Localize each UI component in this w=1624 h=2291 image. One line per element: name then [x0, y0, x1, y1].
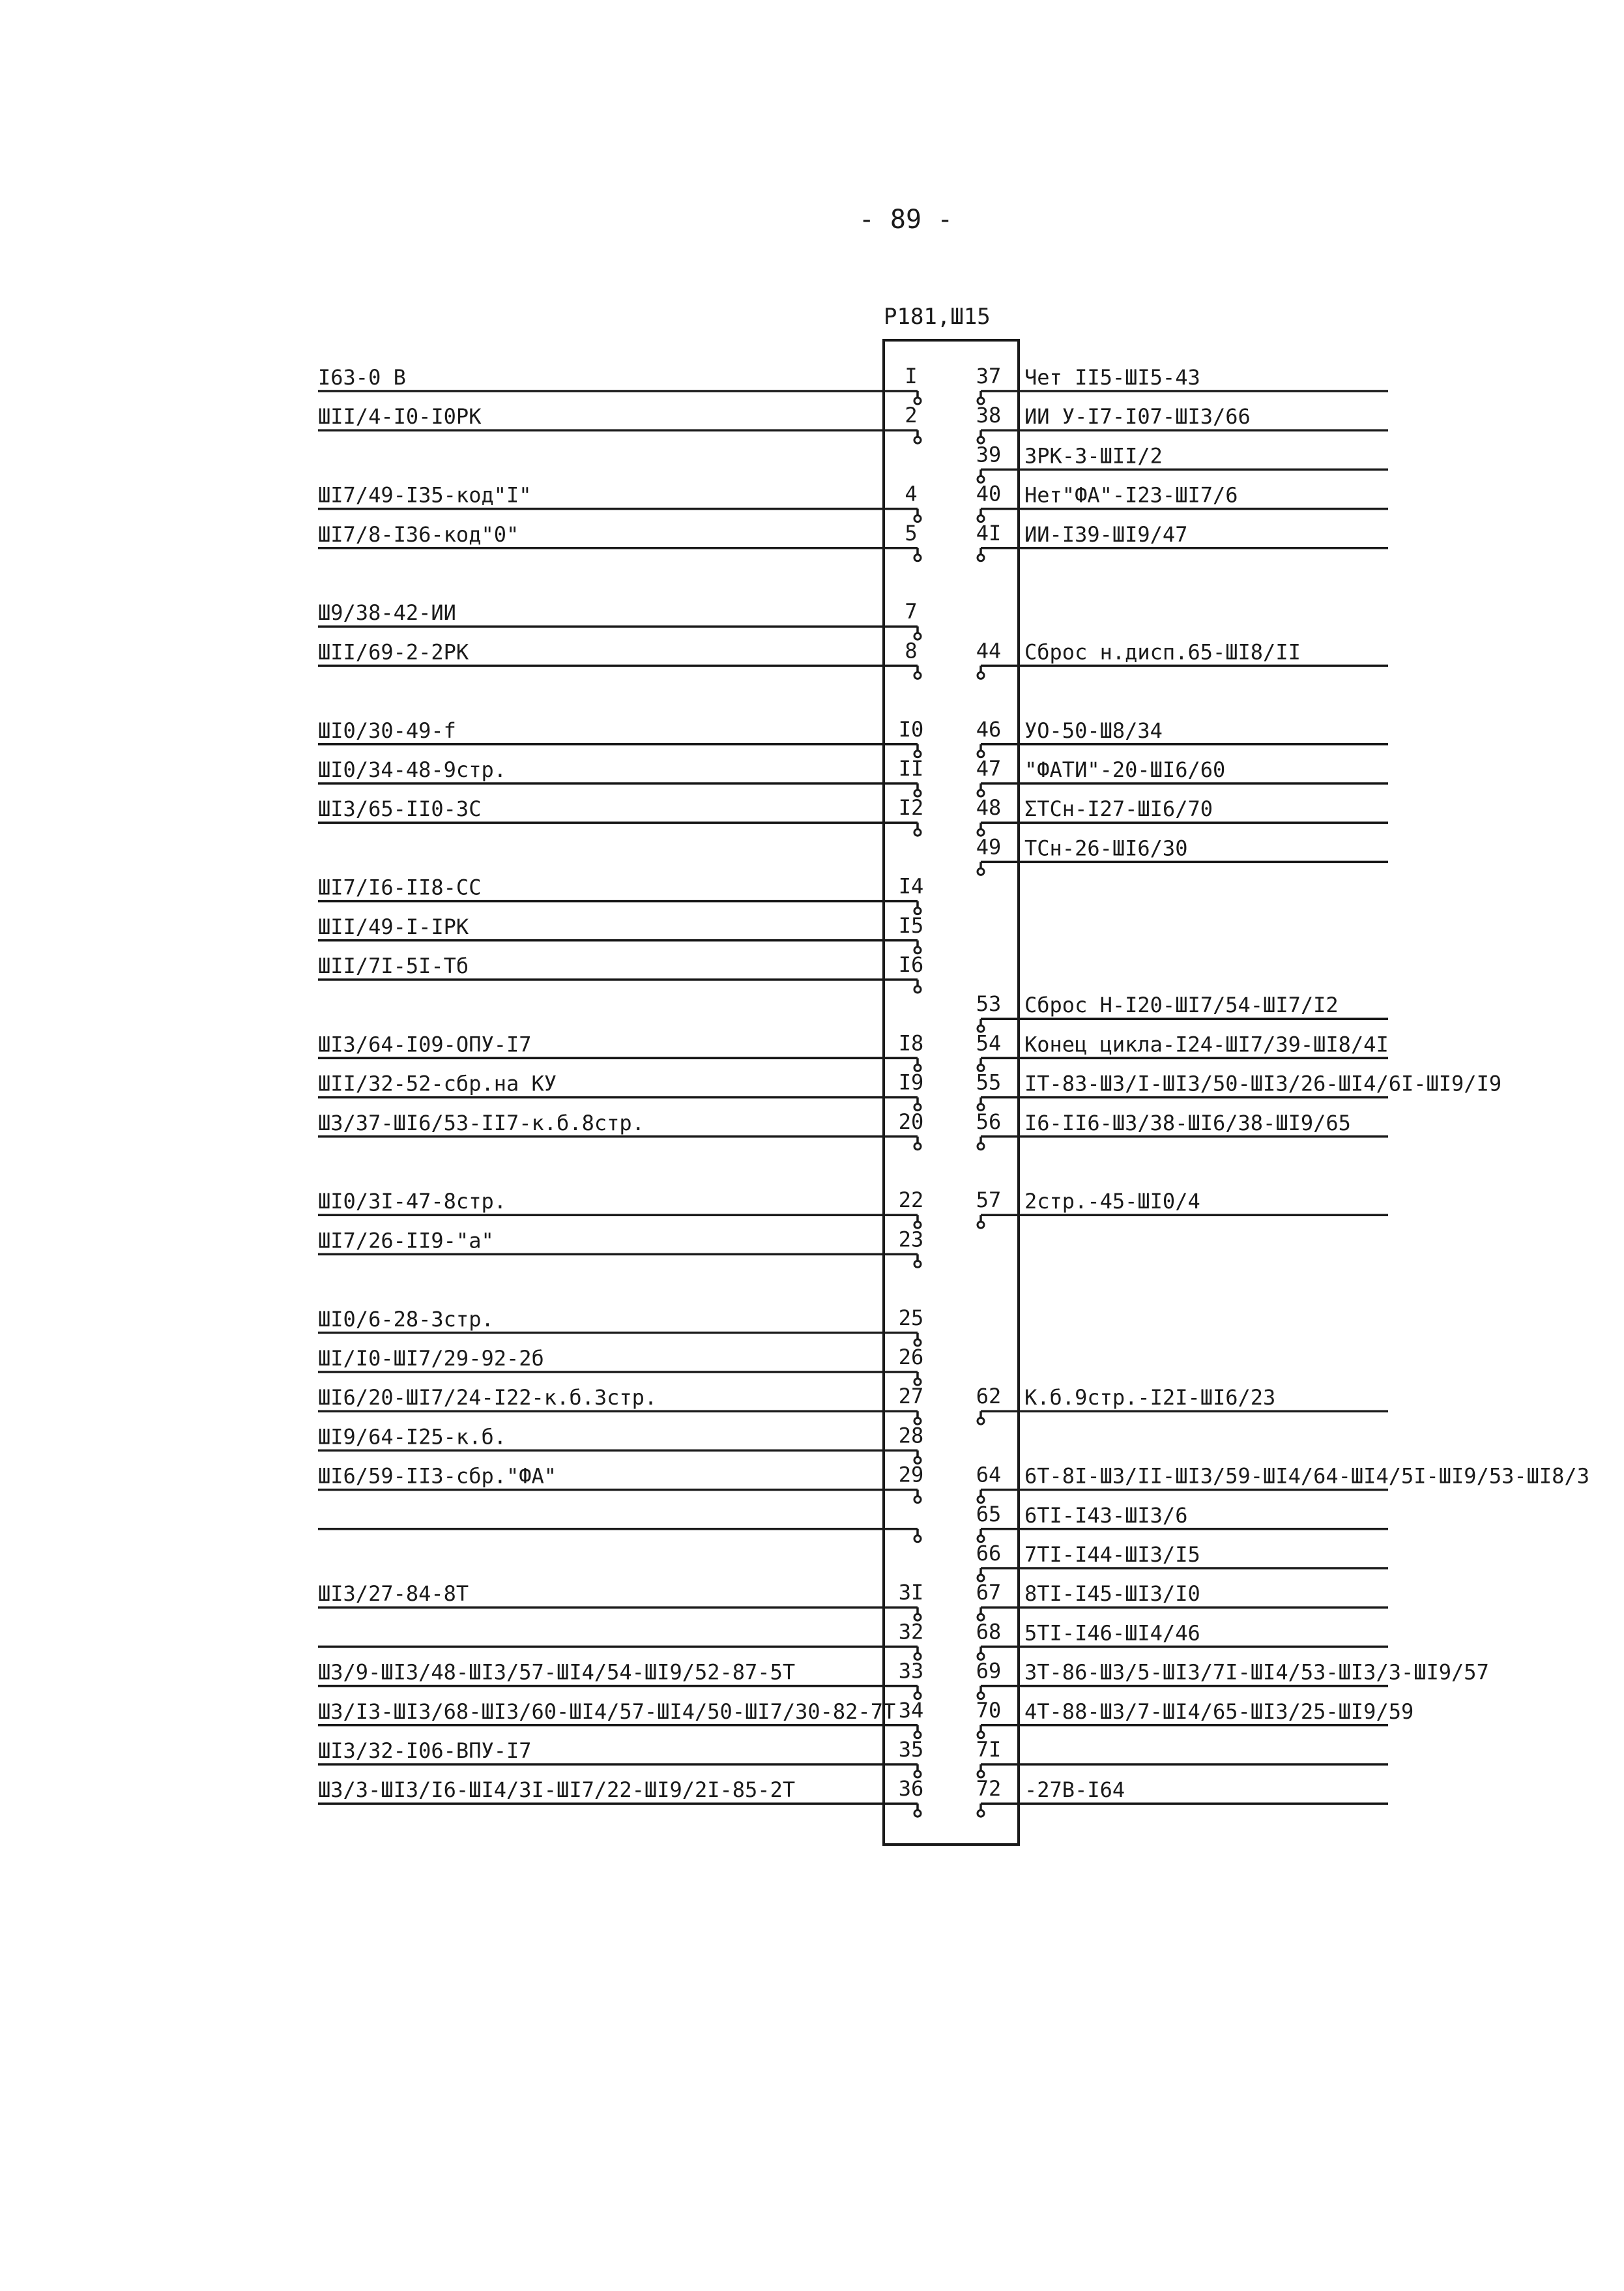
pin-number: 38 — [976, 403, 1002, 428]
pin-number: 5 — [905, 520, 918, 546]
wire-label: Конец цикла-I24-ШI7/39-ШI8/4I — [1024, 1032, 1389, 1057]
wire-label: ШI9/64-I25-к.б. — [318, 1424, 506, 1450]
page-number: - 89 - — [858, 205, 953, 235]
terminal-icon — [914, 672, 921, 679]
pin-number: I8 — [898, 1030, 924, 1056]
wire-label: 3Т-86-Ш3/5-ШI3/7I-ШI4/53-ШI3/3-ШI9/57 — [1024, 1659, 1489, 1685]
wire-label: ШI7/8-I36-код"0" — [318, 521, 519, 547]
left-pin-row — [318, 364, 921, 404]
wire-label: ШI7/26-II9-"а" — [318, 1228, 494, 1253]
left-pin-row — [318, 1384, 923, 1424]
right-pin-row — [976, 1737, 1388, 1777]
wire-label: 3РК-3-ШII/2 — [1024, 443, 1163, 469]
right-pin-row — [976, 1776, 1388, 1817]
pin-number: II — [898, 756, 924, 781]
right-pin-row — [976, 638, 1388, 679]
left-pin-row — [318, 717, 923, 757]
wire-label: ШI6/59-II3-сбр."ФА" — [318, 1463, 557, 1489]
pin-number: 26 — [898, 1345, 924, 1369]
connector-title: Р181,Ш15 — [884, 304, 991, 330]
wire-label: Чет II5-ШI5-43 — [1024, 365, 1200, 390]
right-pin-row — [976, 1463, 1589, 1503]
right-pin-row — [976, 1109, 1388, 1150]
left-pin-row — [318, 1227, 923, 1267]
pin-number: 65 — [976, 1501, 1002, 1526]
right-pin-row — [976, 521, 1388, 561]
left-pin-row — [318, 521, 921, 561]
wire-label: 6ТI-I43-ШI3/6 — [1024, 1502, 1188, 1528]
pin-number: 3I — [898, 1580, 924, 1605]
pin-number: 33 — [898, 1658, 924, 1684]
wire-label: IТ-83-Ш3/I-ШI3/50-ШI3/26-ШI4/6I-ШI9/I9 — [1024, 1071, 1502, 1096]
right-pin-row — [976, 834, 1388, 875]
left-pin-row — [318, 1188, 923, 1228]
pin-number: 64 — [976, 1462, 1002, 1487]
terminal-icon — [914, 1536, 921, 1542]
wire-label: Нет"ФА"-I23-ШI7/6 — [1024, 482, 1238, 508]
left-pin-row — [318, 1619, 923, 1659]
terminal-icon — [978, 672, 984, 679]
right-pin-row — [976, 1698, 1414, 1738]
pin-number: 37 — [976, 364, 1002, 388]
pin-number: 32 — [898, 1619, 924, 1644]
right-pin-group — [976, 364, 1589, 1817]
wire-label: ШI0/3I-47-8стр. — [318, 1189, 506, 1214]
pin-number: 27 — [898, 1384, 924, 1409]
pin-number: I — [905, 364, 918, 388]
left-pin-row — [318, 403, 921, 443]
right-pin-row — [976, 1070, 1501, 1111]
wire-label: Сброс Н-I20-ШI7/54-ШI7/I2 — [1024, 993, 1339, 1018]
right-pin-row — [976, 1619, 1388, 1659]
terminal-icon — [978, 1810, 984, 1817]
wire-label: ШI0/34-48-9стр. — [318, 757, 506, 782]
pin-number: 56 — [976, 1109, 1002, 1134]
right-pin-row — [976, 403, 1388, 443]
right-pin-row — [976, 756, 1388, 796]
pin-number: 34 — [898, 1697, 924, 1723]
wire-label: К.б.9стр.-I2I-ШI6/23 — [1024, 1385, 1276, 1410]
pin-number: 7 — [905, 599, 918, 624]
pin-number: 67 — [976, 1580, 1002, 1605]
pin-number: 66 — [976, 1541, 1002, 1566]
left-pin-row — [318, 1529, 921, 1542]
left-pin-row — [318, 1306, 923, 1346]
pin-number: 44 — [976, 638, 1002, 664]
wire-label: I63-0 В — [318, 365, 406, 390]
wire-label: ТСн-26-ШI6/30 — [1024, 836, 1188, 861]
wire-label: -27В-I64 — [1024, 1777, 1125, 1803]
wire-label: ШI3/64-I09-ОПУ-I7 — [318, 1032, 532, 1057]
pin-number: 40 — [976, 481, 1002, 506]
pin-number: 49 — [976, 834, 1002, 860]
pin-number: 62 — [976, 1384, 1002, 1409]
wire-label: 6Т-8I-Ш3/II-ШI3/59-ШI4/64-ШI4/5I-ШI9/53-ШI8/3 — [1024, 1463, 1589, 1489]
wire-label: Ш3/I3-ШI3/68-ШI3/60-ШI4/57-ШI4/50-ШI7/30-82-7Т — [318, 1699, 896, 1724]
left-pin-row — [318, 874, 923, 914]
wire-label: 5ТI-I46-ШI4/46 — [1024, 1620, 1200, 1646]
pin-number: 2 — [905, 403, 918, 428]
right-pin-row — [976, 795, 1388, 836]
pin-number: 29 — [898, 1462, 924, 1487]
left-pin-row — [318, 599, 921, 639]
wire-label: ШII/32-52-сбр.на КУ — [318, 1071, 557, 1096]
left-pin-row — [318, 1423, 923, 1463]
right-pin-row — [976, 717, 1388, 757]
left-pin-row — [318, 638, 921, 679]
pin-number: 53 — [976, 991, 1002, 1017]
left-pin-row — [318, 1698, 923, 1738]
right-pin-row — [976, 364, 1388, 404]
pin-number: 48 — [976, 795, 1002, 821]
wire-label: ШI3/65-II0-3С — [318, 796, 482, 822]
pin-number: 70 — [976, 1697, 1002, 1723]
left-pin-row — [318, 756, 923, 796]
wire-label: 8ТI-I45-ШI3/I0 — [1024, 1581, 1200, 1607]
wire-label: ИИ У-I7-I07-ШI3/66 — [1024, 404, 1251, 430]
wire-label: 2стр.-45-ШI0/4 — [1024, 1189, 1200, 1214]
left-pin-group — [318, 364, 923, 1817]
left-pin-row — [318, 1776, 923, 1817]
pin-number: 23 — [898, 1227, 924, 1252]
pin-number: 20 — [898, 1109, 924, 1134]
pin-number: I5 — [898, 912, 924, 938]
terminal-icon — [978, 868, 984, 875]
pin-number: 7I — [976, 1737, 1002, 1762]
wire-label: Ш3/3-ШI3/I6-ШI4/3I-ШI7/22-ШI9/2I-85-2Т — [318, 1777, 796, 1803]
right-pin-row — [976, 1541, 1388, 1581]
wire-label: ШII/7I-5I-Тб — [318, 954, 469, 978]
pin-number: 22 — [898, 1188, 924, 1213]
left-pin-row — [318, 482, 921, 522]
pin-number: 35 — [898, 1737, 924, 1762]
pin-number: 72 — [976, 1776, 1002, 1802]
wire-label: ШI0/6-28-3стр. — [318, 1306, 494, 1332]
pin-number: I0 — [898, 716, 924, 742]
terminal-icon — [914, 437, 921, 443]
left-pin-row — [318, 1580, 923, 1620]
pin-number: 54 — [976, 1030, 1002, 1056]
left-pin-row — [318, 1109, 923, 1150]
terminal-icon — [914, 1496, 921, 1503]
pin-number: 57 — [976, 1188, 1002, 1213]
pin-number: 69 — [976, 1658, 1002, 1684]
pin-number: 4I — [976, 520, 1002, 546]
wire-label: ИИ-I39-ШI9/47 — [1024, 521, 1188, 547]
wire-label: ШII/4-I0-I0РК — [318, 404, 482, 430]
pin-number: 28 — [898, 1423, 924, 1448]
wire-label: ШI/I0-ШI7/29-92-2б — [318, 1346, 544, 1371]
terminal-icon — [914, 829, 921, 836]
right-pin-row — [976, 482, 1388, 522]
right-pin-row — [976, 1502, 1388, 1542]
left-pin-row — [318, 952, 923, 993]
right-pin-row — [976, 1659, 1489, 1699]
terminal-icon — [914, 1261, 921, 1267]
wire-label: Ш3/9-ШI3/48-ШI3/57-ШI4/54-ШI9/52-87-5Т — [318, 1659, 796, 1685]
wire-label: УО-50-Ш8/34 — [1024, 718, 1163, 743]
terminal-icon — [914, 555, 921, 561]
left-pin-row — [318, 1659, 923, 1699]
wire-label: ШI3/32-I06-ВПУ-I7 — [318, 1738, 532, 1763]
terminal-icon — [978, 1143, 984, 1150]
pin-number: 68 — [976, 1619, 1002, 1644]
pin-number: 8 — [905, 638, 918, 664]
wire-label: "ФАТИ"-20-ШI6/60 — [1024, 757, 1226, 782]
pin-number: I2 — [898, 795, 924, 821]
pin-number: I4 — [898, 873, 924, 899]
pin-number: 55 — [976, 1070, 1002, 1095]
pin-number: I6 — [898, 952, 924, 977]
right-pin-row — [976, 991, 1388, 1032]
terminal-icon — [914, 1143, 921, 1150]
pin-number: 46 — [976, 716, 1002, 742]
terminal-icon — [978, 1418, 984, 1424]
wire-label: ШI3/27-84-8Т — [318, 1581, 469, 1607]
wire-label: Сброс н.дисп.65-ШI8/II — [1024, 639, 1301, 665]
right-pin-row — [976, 1580, 1388, 1620]
pin-number: 47 — [976, 756, 1002, 781]
pin-number: 36 — [898, 1776, 924, 1802]
right-pin-row — [976, 1030, 1389, 1071]
left-pin-row — [318, 913, 923, 954]
wire-label: ШI7/49-I35-код"I" — [318, 482, 532, 508]
pin-number: I9 — [898, 1070, 924, 1095]
left-pin-row — [318, 1030, 923, 1071]
wire-label: ШI6/20-ШI7/24-I22-к.б.3стр. — [318, 1385, 658, 1410]
left-pin-row — [318, 1070, 923, 1111]
wire-label: ШI7/I6-II8-СС — [318, 875, 482, 900]
wire-label: Ш3/37-ШI6/53-II7-к.б.8стр. — [318, 1110, 645, 1135]
pin-number: 39 — [976, 442, 1002, 467]
terminal-icon — [914, 1810, 921, 1817]
left-pin-row — [318, 1345, 923, 1385]
wire-label: ШII/49-I-IРК — [318, 914, 469, 939]
terminal-icon — [914, 986, 921, 993]
pin-number: 25 — [898, 1305, 924, 1330]
left-pin-row — [318, 795, 923, 836]
right-pin-row — [976, 1384, 1388, 1424]
terminal-icon — [978, 555, 984, 561]
pin-number: 4 — [905, 481, 918, 506]
right-pin-row — [976, 1188, 1388, 1228]
wire-label: ШI0/30-49-f — [318, 718, 456, 743]
wire-label: ШII/69-2-2РК — [318, 639, 469, 665]
left-pin-row — [318, 1737, 923, 1777]
wire-label: Ш9/38-42-ИИ — [318, 600, 456, 626]
wire-label: ΣТСн-I27-ШI6/70 — [1024, 796, 1213, 822]
wire-label: I6-II6-Ш3/38-ШI6/38-ШI9/65 — [1024, 1110, 1351, 1135]
right-pin-row — [976, 442, 1388, 482]
wire-label: 4Т-88-Ш3/7-ШI4/65-ШI3/25-ШI9/59 — [1024, 1699, 1414, 1724]
terminal-icon — [978, 1221, 984, 1228]
left-pin-row — [318, 1463, 923, 1503]
wire-label: 7ТI-I44-ШI3/I5 — [1024, 1542, 1200, 1567]
